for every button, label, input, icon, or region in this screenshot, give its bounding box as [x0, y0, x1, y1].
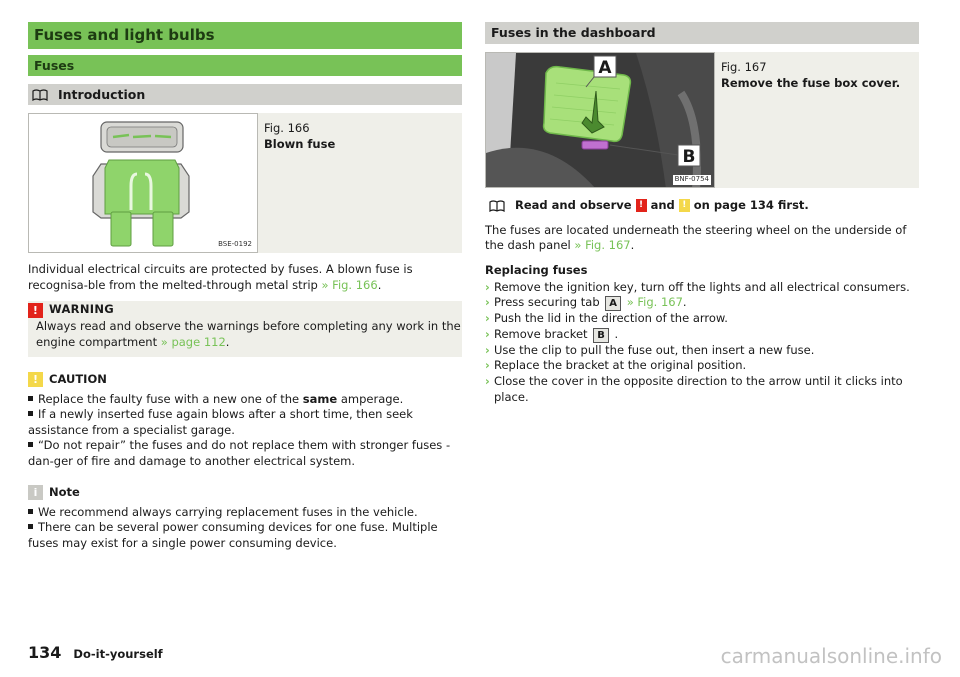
read-observe-text: Read and observe — [515, 198, 632, 212]
warning-text — [28, 319, 462, 350]
list-item — [28, 438, 462, 469]
step-list — [485, 280, 919, 406]
bullet-square-icon — [28, 524, 33, 529]
caution-b1-b: amperage. — [337, 391, 404, 406]
intro-text: Individual electrical circuits are protected by fuses. A blown fuse is recognisa-ble from the melted-through metal strip — [28, 262, 413, 292]
page-number: 134 — [28, 643, 62, 662]
section-title: Fuses — [28, 55, 462, 76]
chevron-right-icon: › — [485, 279, 490, 294]
read-observe-line — [485, 198, 919, 214]
page-footer — [28, 642, 163, 664]
chevron-right-icon: › — [485, 311, 490, 326]
bullet-square-icon — [28, 509, 33, 514]
figure-number: Fig. 166 — [264, 121, 310, 135]
caution-header — [28, 371, 462, 389]
read-page-text: on page 134 first. — [693, 198, 809, 212]
chevron-right-icon: › — [485, 342, 490, 357]
tag-a: A — [605, 296, 621, 311]
label-a: A — [598, 58, 612, 78]
caution-list — [28, 392, 462, 470]
warning-sentence: Always read and observe the warnings before completing any work in the engine compartment — [36, 319, 461, 349]
caution-icon: ! — [28, 372, 43, 387]
caution-b1-bold: same — [302, 391, 338, 406]
dashboard-section-title: Fuses in the dashboard — [485, 22, 919, 44]
figure-caption — [258, 113, 335, 253]
list-item — [28, 505, 462, 521]
list-item — [28, 407, 462, 438]
info-icon: i — [28, 485, 43, 500]
list-item — [485, 327, 919, 343]
watermark: carmanualsonline.info — [720, 644, 942, 668]
list-item — [485, 280, 919, 296]
figure-title: Blown fuse — [264, 136, 336, 151]
intro-end: . — [377, 277, 382, 292]
step-3: Push the lid in the direction of the arrow. — [494, 311, 728, 326]
step-2-end: . — [682, 295, 687, 310]
caution-label: CAUTION — [49, 371, 107, 386]
caution-b2: If a newly inserted fuse again blows after a short time, then seek assistance from a specialist garage. — [28, 407, 413, 437]
location-end: . — [630, 238, 635, 253]
label-b: B — [682, 147, 696, 167]
list-item — [485, 358, 919, 374]
warning-header — [28, 301, 462, 319]
note-b1: We recommend always carrying replacement fuses in the vehicle. — [38, 504, 418, 519]
list-item — [485, 311, 919, 327]
read-and-text: and — [650, 198, 675, 212]
note-header — [28, 484, 462, 502]
left-column — [28, 22, 462, 552]
book-icon — [32, 89, 48, 101]
list-item — [28, 520, 462, 551]
chevron-right-icon: › — [485, 295, 490, 310]
intro-paragraph — [28, 262, 462, 293]
chevron-right-icon: › — [485, 326, 490, 341]
step-2-text: Press securing tab — [494, 295, 600, 310]
caution-icon: ! — [679, 199, 690, 212]
fig-166-link[interactable]: » Fig. 166 — [321, 277, 378, 292]
figure-167 — [485, 52, 919, 188]
step-6: Replace the bracket at the original position. — [494, 358, 747, 373]
note-b2: There can be several power consuming devices for one fuse. Multiple fuses may exist for a single power consuming device. — [28, 520, 438, 550]
dashboard-photo — [485, 52, 715, 188]
step-4-end: . — [614, 326, 619, 341]
figure-title: Remove the fuse box cover. — [721, 75, 901, 90]
location-text: The fuses are located underneath the steering wheel on the underside of the dash panel — [485, 222, 907, 253]
location-paragraph — [485, 223, 919, 254]
caution-b3: “Do not repair” the fuses and do not replace them with stronger fuses - dan-ger of fire and damage to another electrical system. — [28, 438, 451, 468]
chevron-right-icon: › — [485, 374, 490, 388]
warning-icon: ! — [636, 199, 647, 212]
fuse-box-photo — [486, 53, 715, 188]
warning-box — [28, 301, 462, 356]
step-7: Close the cover in the opposite direction to the arrow until it clicks into place. — [494, 374, 903, 404]
step-4 — [494, 327, 618, 343]
bullet-square-icon — [28, 442, 33, 447]
step-2 — [494, 295, 687, 311]
tag-b: B — [593, 328, 609, 343]
bullet-square-icon — [28, 411, 33, 416]
bullet-square-icon — [28, 396, 33, 401]
fuse-illustration — [28, 113, 258, 253]
footer-section: Do-it-yourself — [73, 647, 163, 661]
fig-167-link[interactable]: » Fig. 167 — [574, 238, 631, 253]
figure-code: BNF-0754 — [674, 175, 709, 184]
right-column — [485, 22, 919, 405]
warning-end: . — [225, 334, 230, 349]
fig-167-link[interactable]: » Fig. 167 — [626, 295, 683, 310]
blown-fuse-drawing — [29, 114, 258, 253]
step-5: Use the clip to pull the fuse out, then insert a new fuse. — [494, 342, 815, 357]
intro-label: Introduction — [58, 87, 146, 102]
page-112-link[interactable]: » page 112 — [160, 334, 226, 349]
list-item — [28, 392, 462, 408]
replacing-heading: Replacing fuses — [485, 262, 588, 277]
note-list — [28, 505, 462, 552]
chapter-title: Fuses and light bulbs — [28, 22, 462, 49]
figure-166 — [28, 113, 462, 253]
figure-number: Fig. 167 — [721, 60, 767, 74]
figure-caption — [715, 52, 900, 188]
list-item — [485, 343, 919, 359]
list-item — [485, 295, 919, 311]
book-icon — [489, 200, 505, 212]
warning-label: WARNING — [49, 302, 114, 317]
caution-b1-a: Replace the faulty fuse with a new one of the — [38, 391, 303, 406]
note-label: Note — [49, 484, 80, 499]
chevron-right-icon: › — [485, 358, 490, 373]
figure-code: BSE-0192 — [218, 240, 252, 249]
step-1: Remove the ignition key, turn off the lights and all electrical consumers. — [494, 279, 910, 294]
intro-heading — [28, 84, 462, 105]
warning-icon: ! — [28, 303, 43, 318]
step-4-text: Remove bracket — [494, 326, 588, 341]
list-item — [485, 374, 919, 405]
